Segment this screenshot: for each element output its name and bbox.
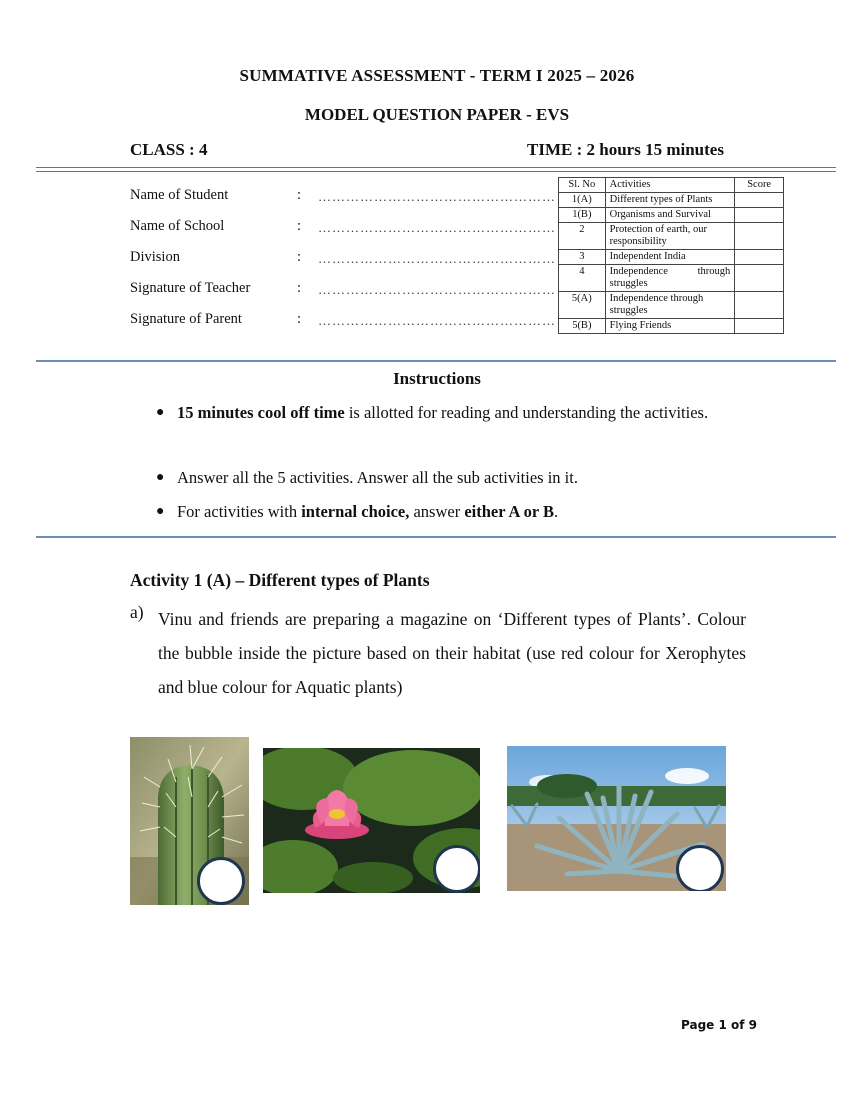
bullet-icon: ●	[156, 470, 165, 485]
score-cell[interactable]	[735, 319, 784, 334]
habitat-bubble[interactable]	[433, 845, 480, 893]
score-cell[interactable]	[735, 208, 784, 223]
water-lily-photo	[263, 748, 480, 893]
instruction-item	[177, 397, 745, 429]
table-cell-activity: Independent India	[605, 250, 735, 265]
field-label-school: Name of School	[130, 218, 225, 234]
field-colon: :	[297, 249, 302, 265]
instruction-bold: 15 minutes cool off time	[177, 403, 345, 422]
score-cell[interactable]	[735, 292, 784, 319]
activity-heading: Activity 1 (A) – Different types of Plants	[130, 570, 430, 590]
field-label-division: Division	[130, 249, 180, 265]
class-label: CLASS : 4	[130, 140, 208, 159]
habitat-bubble[interactable]	[197, 857, 245, 905]
division-field[interactable]: ……………………………………………	[318, 251, 556, 266]
table-header-cell: Sl. No	[559, 178, 606, 193]
table-row	[559, 265, 784, 292]
table-cell-no: 5(A)	[559, 292, 606, 319]
instruction-text: .	[554, 502, 559, 521]
header-divider	[36, 167, 836, 172]
field-colon: :	[297, 280, 302, 296]
table-header-cell: Activities	[605, 178, 735, 193]
instruction-item: Answer all the 5 activities. Answer all the sub activities in it.	[177, 468, 578, 487]
time-label: TIME : 2 hours 15 minutes	[527, 140, 724, 159]
field-label-teacher-signature: Signature of Teacher	[130, 280, 251, 296]
student-name-field[interactable]: ……………………………………………	[318, 189, 556, 204]
table-cell-no: 1(A)	[559, 193, 606, 208]
table-header-row	[559, 178, 784, 193]
score-cell[interactable]	[735, 265, 784, 292]
table-cell-no: 2	[559, 223, 606, 250]
field-label-parent-signature: Signature of Parent	[130, 311, 242, 327]
instruction-text: is allotted for reading and understanding the activities.	[344, 403, 709, 422]
table-row	[559, 223, 784, 250]
table-cell-no: 4	[559, 265, 606, 292]
bullet-icon: ●	[156, 405, 165, 420]
table-row	[559, 292, 784, 319]
table-cell-no: 1(B)	[559, 208, 606, 223]
field-label-student: Name of Student	[130, 187, 229, 203]
table-row	[559, 208, 784, 223]
table-row	[559, 250, 784, 265]
field-colon: :	[297, 218, 302, 234]
teacher-signature-field[interactable]: ……………………………………………	[318, 282, 556, 297]
table-header-cell: Score	[735, 178, 784, 193]
table-row	[559, 319, 784, 334]
table-cell-activity: Flying Friends	[605, 319, 735, 334]
instruction-item	[177, 496, 745, 528]
table-cell-activity: Different types of Plants	[605, 193, 735, 208]
table-row	[559, 193, 784, 208]
instruction-bold: internal choice,	[301, 502, 410, 521]
score-table	[558, 177, 784, 334]
habitat-bubble[interactable]	[676, 845, 724, 891]
question-text: Vinu and friends are preparing a magazine on ‘Different types of Plants’. Colour the bubble inside the picture based on their habitat (use red colour for Xerophytes and blue colour for Aquatic plants)	[158, 609, 746, 697]
school-name-field[interactable]: ……………………………………………	[318, 220, 556, 235]
instructions-divider	[36, 536, 836, 538]
score-cell[interactable]	[735, 193, 784, 208]
cactus-photo	[130, 737, 249, 905]
table-cell-activity: Organisms and Survival	[605, 208, 735, 223]
bullet-icon: ●	[156, 504, 165, 519]
question-marker: a)	[130, 602, 144, 622]
table-cell-no: 5(B)	[559, 319, 606, 334]
parent-signature-field[interactable]: ……………………………………………	[318, 313, 556, 328]
instruction-bold: either A or B	[464, 502, 555, 521]
table-cell-activity: Independence through struggles	[605, 265, 735, 292]
paper-title: SUMMATIVE ASSESSMENT - TERM I 2025 – 2026	[239, 66, 635, 85]
agave-photo	[507, 746, 726, 891]
page-number: Page 1 of 9	[681, 1018, 757, 1032]
table-cell-activity: Protection of earth, our responsibility	[605, 223, 735, 250]
instruction-text: For activities with	[177, 502, 302, 521]
table-cell-no: 3	[559, 250, 606, 265]
paper-subtitle: MODEL QUESTION PAPER - EVS	[304, 105, 570, 124]
score-cell[interactable]	[735, 223, 784, 250]
table-cell-activity: Independence through struggles	[605, 292, 735, 319]
instruction-text: answer	[409, 502, 465, 521]
field-colon: :	[297, 187, 302, 203]
details-divider	[36, 360, 836, 362]
instructions-heading: Instructions	[393, 369, 481, 388]
score-cell[interactable]	[735, 250, 784, 265]
field-colon: :	[297, 311, 302, 327]
